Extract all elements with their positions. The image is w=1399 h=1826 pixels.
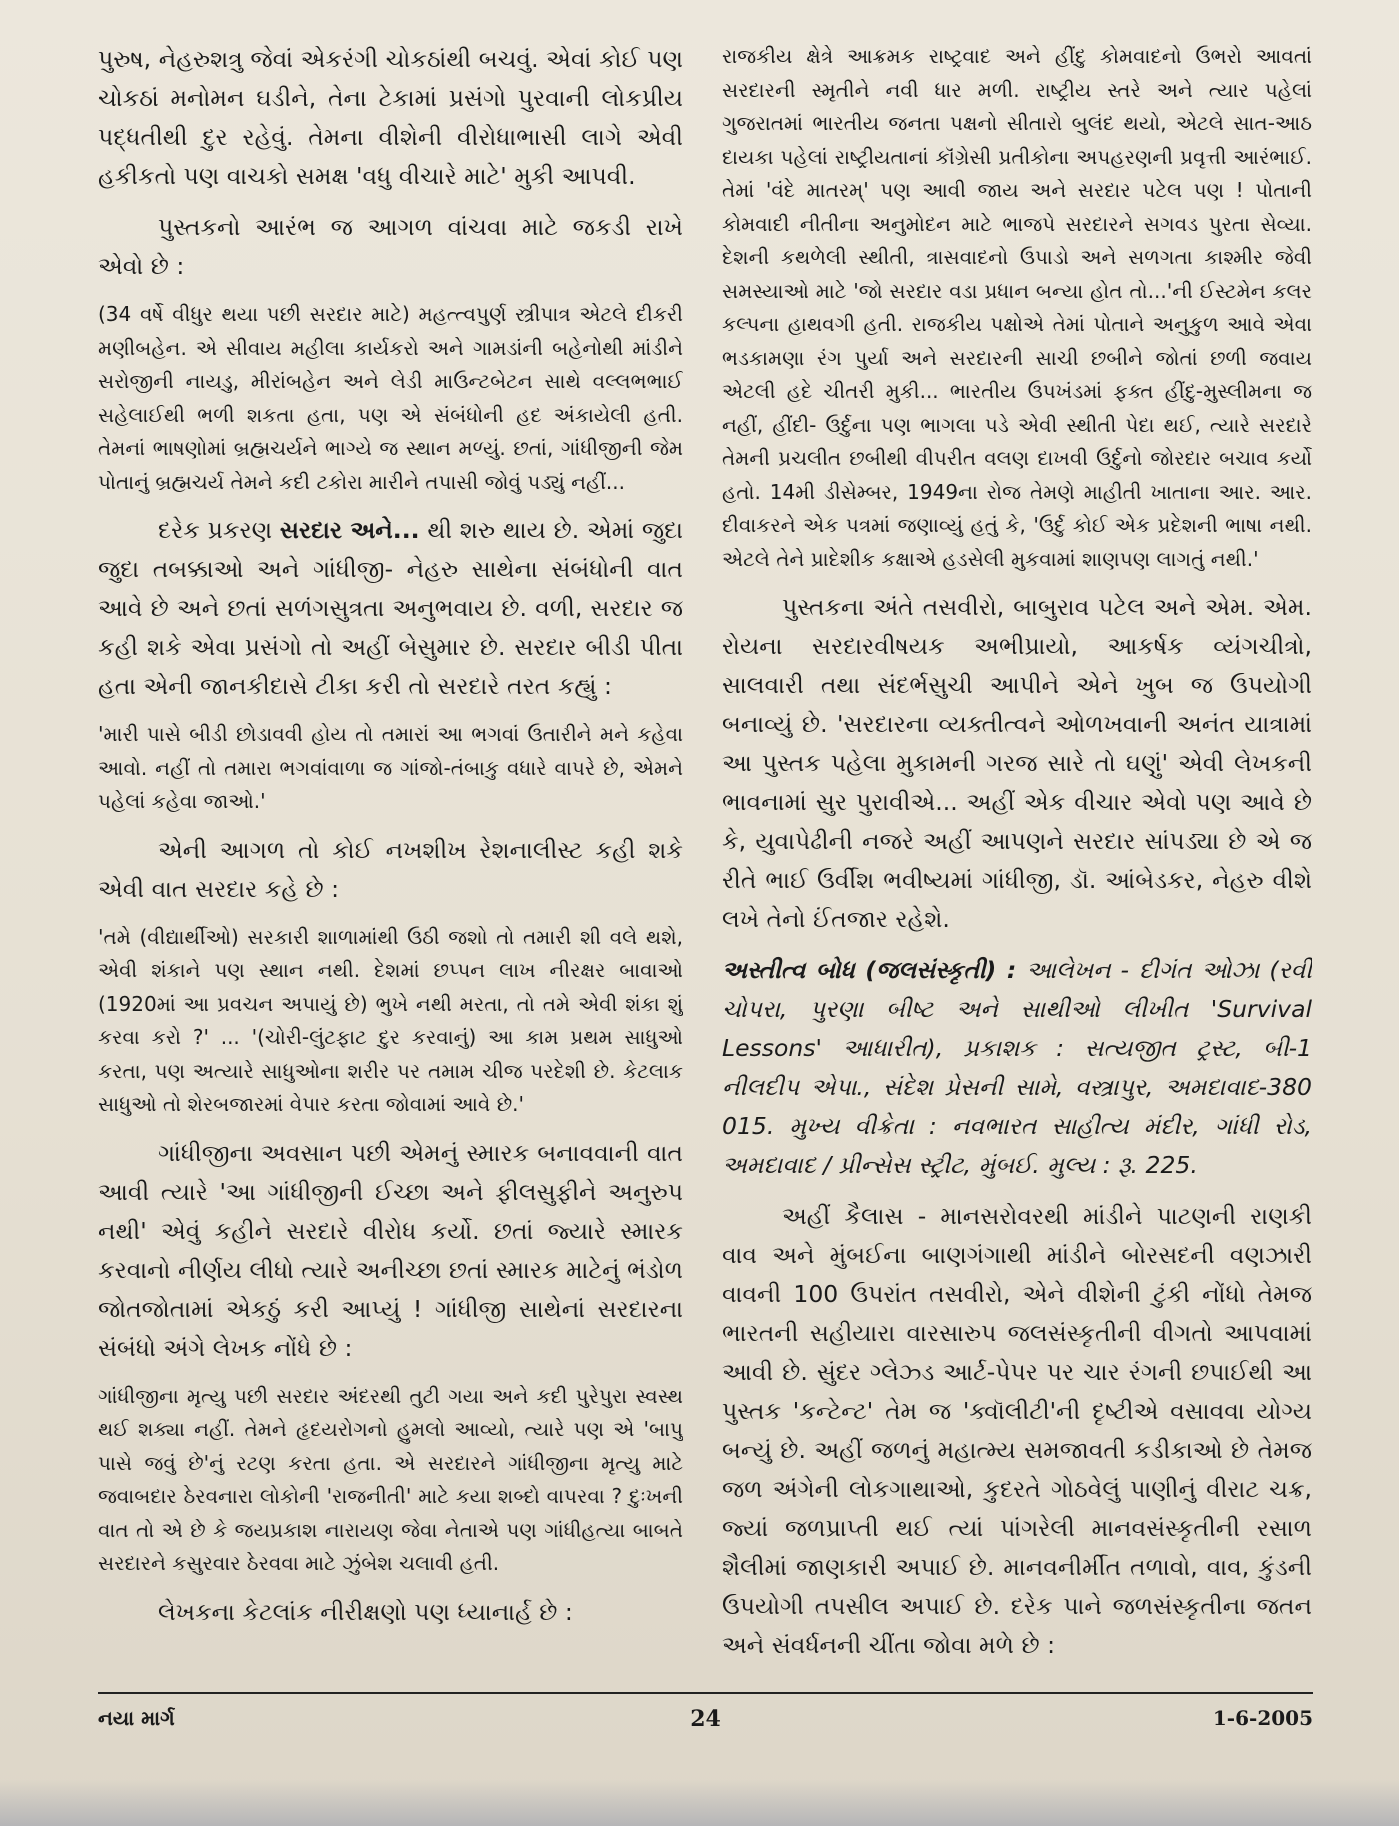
- paragraph: લેખકના કેટલાંક નીરીક્ષણો પણ ધ્યાનાર્હ છે :: [158, 1597, 573, 1626]
- block-quote: 'મારી પાસે બીડી છોડાવવી હોય તો તમારાં આ ભગવાં ઉતારીને મને કહેવા આવો. નહીં તો તમારા ભગવાંવાળા જ ગાંજો-તંબાકુ વધારે વાપરે છે, એમને પહેલાં કહેવા જાઓ.': [98, 722, 683, 813]
- right-column: [722, 40, 1312, 1680]
- left-column: [98, 40, 683, 1680]
- block-quote: ગાંધીજીના મૃત્યુ પછી સરદાર અંદરથી તુટી ગયા અને કદી પુરેપુરા સ્વસ્થ થઈ શક્યા નહીં. તેમને હૃદયરોગનો હુમલો આવ્યો, ત્યારે પણ એ 'બાપુ પાસે જવું છે'નું રટણ કરતા હતા. એ સરદારને ગાંધીજીના મૃત્યુ માટે જવાબદાર ઠેરવનારા લોકોની 'રાજનીતી' માટે કયા શબ્દો વાપરવા ? દુઃખની વાત તો એ છે કે જયપ્રકાશ નારાયણ જેવા નેતાએ પણ ગાંધીહત્યા બાબતે સરદારને કસુરવાર ઠેરવવા માટે ઝુંબેશ ચલાવી હતી.: [98, 1383, 683, 1575]
- paragraph: પુરુષ, નેહરુશત્રુ જેવાં એકરંગી ચોકઠાંથી બચવું. એવાં કોઈ પણ ચોકઠાં મનોમન ઘડીને, તેના ટેકામાં પ્રસંગો પુરવાની લોકપ્રીય પદ્ધતીથી દુર રહેવું. તેમના વીશેની વીરોધાભાસી લાગે એવી હકીકતો પણ વાચકો સમક્ષ 'વધુ વીચારે માટે' મુકી આપવી.: [98, 45, 683, 190]
- publication-name: નયા માર્ગ: [98, 1706, 175, 1730]
- block-quote: 'તમે (વીદ્યાર્થીઓ) સરકારી શાળામાંથી ઉઠી જશો તો તમારી શી વલે થશે, એવી શંકાને પણ સ્થાન નથી. દેશમાં છપ્પન લાખ નીરક્ષર બાવાઓ (1920માં આ પ્રવચન અપાયું છે) ભુખે નથી મરતા, તો તમે એવી શંકા શું કરવા કરો ?' ... '(ચોરી-લુંટફાટ દુર કરવાનું) આ કામ પ્રથમ સાધુઓ કરતા, પણ અત્યારે સાધુઓના શરીર પર તમામ ચીજ પરદેશી છે. કેટલાક સાધુઓ તો શેરબજારમાં વેપાર કરતા જોવામાં આવે છે.': [98, 924, 683, 1116]
- scan-edge-shadow: [0, 1780, 1399, 1826]
- block-quote: (34 વર્ષે વીધુર થયા પછી સરદાર માટે) મહત્ત્વપુર્ણ સ્ત્રીપાત્ર એટલે દીકરી મણીબહેન. એ સીવાય મહીલા કાર્યકરો અને ગામડાંની બહેનોથી માંડીને સરોજીની નાયડુ, મીરાંબહેન અને લેડી માઉન્ટબેટન સાથે વલ્લભભાઈ સહેલાઈથી ભળી શકતા હતા, પણ એ સંબંધોની હદ અંકાયેલી હતી. તેમનાં ભાષણોમાં બ્રહ્મચર્યને ભાગ્યે જ સ્થાન મળ્યું. છતાં, ગાંધીજીની જેમ પોતાનું બ્રહ્મચર્ય તેમને કદી ટકોરા મારીને તપાસી જોવું પડ્યું નહીં...: [98, 302, 683, 494]
- issue-date: 1-6-2005: [1212, 1706, 1313, 1730]
- book-details: આલેખન - દીગંત ઓઝા (રવી ચોપરા, પુરણા બીષ્ટ અને સાથીઓ લીખીત 'Survival Lessons' આધારીત), પ્રકાશક : સત્યજીત ટ્રસ્ટ, બી-1 નીલદીપ એપા., સંદેશ પ્રેસની સામે, વસ્ત્રાપુર, અમદાવાદ-380 015. મુખ્ય વીક્રેતા : નવભારત સાહીત્ય મંદીર, ગાંધી રોડ, અમદાવાદ / પ્રીન્સેસ સ્ટ્રીટ, મુંબઈ. મુલ્ય : રૂ. 225.: [722, 956, 1312, 1179]
- paragraph: ગાંધીજીના અવસાન પછી એમનું સ્મારક બનાવવાની વાત આવી ત્યારે 'આ ગાંધીજીની ઈચ્છા અને ફીલસુફીને અનુરુપ નથી' એવું કહીને સરદારે વીરોધ કર્યો. છતાં જ્યારે સ્મારક કરવાનો નીર્ણય લીધો ત્યારે અનીચ્છા છતાં સ્મારક માટેનું ભંડોળ જોતજોતામાં એકઠું કરી આપ્યું ! ગાંધીજી સાથેનાં સરદારના સંબંધો અંગે લેખક નોંધે છે :: [98, 1138, 683, 1362]
- footer-divider: [98, 1692, 1313, 1694]
- block-quote: રાજકીય ક્ષેત્રે આક્રમક રાષ્ટ્રવાદ અને હીંદુ કોમવાદનો ઉભરો આવતાં સરદારની સ્મૃતીને નવી ધાર મળી. રાષ્ટ્રીય સ્તરે અને ત્યાર પહેલાં ગુજરાતમાં ભારતીય જનતા પક્ષનો સીતારો બુલંદ થયો, એટલે સાત-આઠ દાયકા પહેલાં રાષ્ટ્રીયતાનાં કૉંગ્રેસી પ્રતીકોના અપહરણની પ્રવૃત્તી આરંભાઈ. તેમાં 'વંદે માતરમ્' પણ આવી જાય અને સરદાર પટેલ પણ ! પોતાની કોમવાદી નીતીના અનુમોદન માટે ભાજપે સરદારને સગવડ પુરતા સેવ્યા. દેશની કથળેલી સ્થીતી, ત્રાસવાદનો ઉપાડો અને સળગતા કાશ્મીર જેવી સમસ્યાઓ માટે 'જો સરદાર વડા પ્રધાન બન્યા હોત તો...'ની ઈસ્ટમેન કલર કલ્પના હાથવગી હતી. રાજકીય પક્ષોએ તેમાં પોતાને અનુકુળ આવે એવા ભડકામણા રંગ પુર્યા અને સરદારની સાચી છબીને જોતાં છળી જવાય એટલી હદે ચીતરી મુકી... ભારતીય ઉપખંડમાં ફક્ત હીંદુ-મુસ્લીમના જ નહીં, હીંદી- ઉર્દુના પણ ભાગલા પડે એવી સ્થીતી પેદા થઈ, ત્યારે સરદારે તેમની પ્રચલીત છબીથી વીપરીત વલણ દાખવી ઉર્દુનો જોરદાર બચાવ કર્યો હતો. 14મી ડીસેમ્બર, 1949ના રોજ તેમણે માહીતી ખાતાના આર. આર. દીવાકરને એક પત્રમાં જણાવ્યું હતું કે, 'ઉર્દુ કોઈ એક પ્રદેશની ભાષા નથી. એટલે તેને પ્રાદેશીક કક્ષાએ હડસેલી મુકવામાં શાણપણ લાગતું નથી.': [722, 44, 1312, 571]
- emphasized-text: સરદાર અને...: [279, 516, 420, 544]
- paragraph: એની આગળ તો કોઈ નખશીખ રેશનાલીસ્ટ કહી શકે એવી વાત સરદાર કહે છે :: [98, 835, 683, 903]
- paragraph: [98, 511, 683, 706]
- page-number: 24: [690, 1706, 721, 1732]
- page-footer: [98, 1700, 1313, 1740]
- paragraph: અહીં કૈલાસ - માનસરોવરથી માંડીને પાટણની રાણકી વાવ અને મુંબઈના બાણગંગાથી માંડીને બોરસદની વણઝારી વાવની 100 ઉપરાંત તસવીરો, એને વીશેની ટુંકી નોંધો તેમજ ભારતની સહીયારા વારસારુપ જલસંસ્કૃતીની વીગતો આપવામાં આવી છે. સુંદર ગ્લેઝ્ડ આર્ટ-પેપર પર ચાર રંગની છપાઈથી આ પુસ્તક 'કન્ટેન્ટ' તેમ જ 'ક્વૉલીટી'ની દૃષ્ટીએ વસાવવા યોગ્ય બન્યું છે. અહીં જળનું મહાત્મ્ય સમજાવતી કડીકાઓ છે તેમજ જળ અંગેની લોકગાથાઓ, કુદરતે ગોઠવેલું પાણીનું વીરાટ ચક્ર, જ્યાં જળપ્રાપ્તી થઈ ત્યાં પાંગરેલી માનવસંસ્કૃતીની રસાળ શૈલીમાં જાણકારી અપાઈ છે. માનવનીર્મીત તળાવો, વાવ, કુંડની ઉપયોગી તપસીલ અપાઈ છે. દરેક પાને જળસંસ્કૃતીના જતન અને સંવર્ધનની ચીંતા જોવા મળે છે :: [722, 1202, 1312, 1659]
- text-run: થી શરુ થાય છે. એમાં જુદા જુદા તબક્કાઓ અને ગાંધીજી- નેહરુ સાથેના સંબંધોની વાત આવે છે અને છતાં સળંગસુત્રતા અનુભવાય છે. વળી, સરદાર જ કહી શકે એવા પ્રસંગો તો અહીં બેસુમાર છે. સરદાર બીડી પીતા હતા એની જાનકીદાસે ટીકા કરી તો સરદારે તરત કહ્યું :: [98, 516, 683, 700]
- book-info: [722, 951, 1312, 1185]
- paragraph: પુસ્તકના અંતે તસવીરો, બાબુરાવ પટેલ અને એમ. એમ. રોયના સરદારવીષયક અભીપ્રાયો, આકર્ષક વ્યંગચીત્રો, સાલવારી તથા સંદર્ભસુચી આપીને એને ખુબ જ ઉપયોગી બનાવ્યું છે. 'સરદારના વ્યક્તીત્વને ઓળખવાની અનંત યાત્રામાં આ પુસ્તક પહેલા મુકામની ગરજ સારે તો ઘણું' એવી લેખકની ભાવનામાં સુર પુરાવીએ... અહીં એક વીચાર એવો પણ આવે છે કે, યુવાપેઢીની નજરે અહીં આપણને સરદાર સાંપડ્યા છે એ જ રીતે ભાઈ ઉર્વીશ ભવીષ્યમાં ગાંધીજી, ડૉ. આંબેડકર, નેહરુ વીશે લખે તેનો ઈંતજાર રહેશે.: [722, 593, 1312, 933]
- paragraph: પુસ્તકનો આરંભ જ આગળ વાંચવા માટે જકડી રાખે એવો છે :: [98, 213, 683, 280]
- text-run: દરેક પ્રકરણ: [158, 516, 273, 544]
- book-title: અસ્તીત્વ બોધ (જલસંસ્કૃતી) :: [722, 956, 1017, 984]
